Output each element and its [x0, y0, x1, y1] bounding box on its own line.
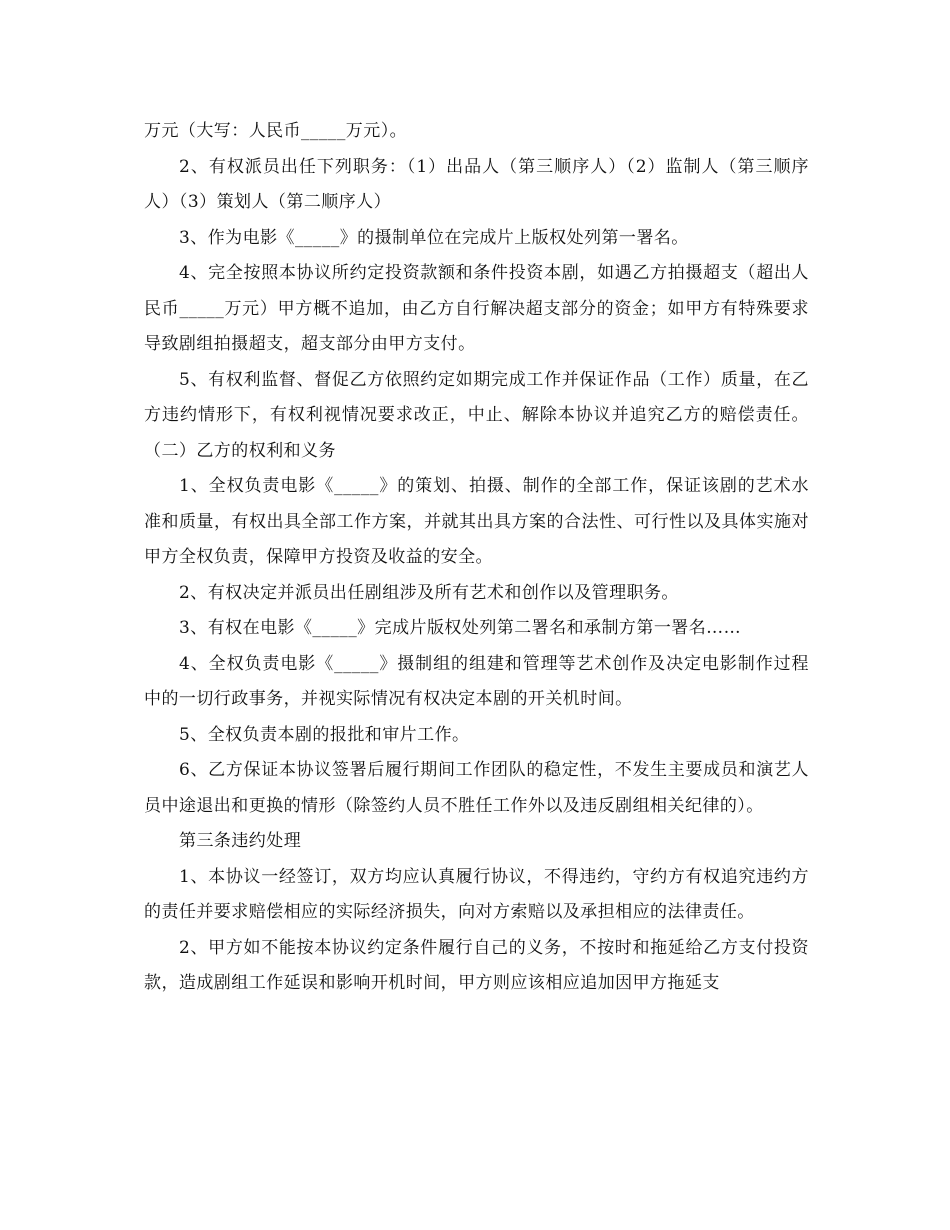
- paragraph-continuation: 万元（大写：人民币_____万元）。: [144, 121, 408, 141]
- paragraph-clause: 5、有权利监督、督促乙方依照约定如期完成工作并保证作品（工作）质量，在乙方违约情形下，有权利视情况要求改正，中止、解除本协议并追究乙方的赔偿责任。（二）乙方的权利和义务: [144, 369, 809, 461]
- paragraph-clause: 1、全权负责电影《_____》的策划、拍摄、制作的全部工作，保证该剧的艺术水准和质量，有权出具全部工作方案，并就其出具方案的合法性、可行性以及具体实施对甲方全权负责，保障甲方投资及收益的安全。: [144, 476, 809, 567]
- paragraph-clause: 2、有权决定并派员出任剧组涉及所有艺术和创作以及管理职务。: [179, 582, 679, 603]
- paragraph-clause: 4、全权负责电影《_____》摄制组的组建和管理等艺术创作及决定电影制作过程中的一切行政事务，并视实际情况有权决定本剧的开关机时间。: [144, 653, 809, 709]
- section-heading: 第三条违约处理: [179, 831, 302, 851]
- document-body: [144, 114, 809, 1002]
- paragraph-clause: 3、作为电影《_____》的摄制单位在完成片上版权处列第一署名。: [179, 227, 689, 248]
- paragraph-clause: 3、有权在电影《_____》完成片版权处列第二署名和承制方第一署名……: [179, 618, 742, 638]
- paragraph-clause: 4、完全按照本协议所约定投资款额和条件投资本剧，如遇乙方拍摄超支（超出人民币_____万元）甲方概不追加，由乙方自行解决超支部分的资金；如甲方有特殊要求导致剧组拍摄超支，超支部分由甲方支付。: [144, 263, 809, 354]
- paragraph-clause: 1、本协议一经签订，双方均应认真履行协议，不得违约，守约方有权追究违约方的责任并要求赔偿相应的实际经济损失，向对方索赔以及承担相应的法律责任。: [144, 866, 809, 922]
- paragraph-clause: 2、甲方如不能按本协议约定条件履行自己的义务，不按时和拖延给乙方支付投资款，造成剧组工作延误和影响开机时间，甲方则应该相应追加因甲方拖延支: [144, 937, 809, 993]
- paragraph-clause: 2、有权派员出任下列职务：（1）出品人（第三顺序人）（2）监制人（第三顺序人）（3）策划人（第二顺序人）: [144, 156, 809, 212]
- paragraph-clause: 6、乙方保证本协议签署后履行期间工作团队的稳定性，不发生主要成员和演艺人员中途退出和更换的情形（除签约人员不胜任工作外以及违反剧组相关纪律的）。: [144, 760, 809, 816]
- paragraph-clause: 5、全权负责本剧的报批和审片工作。: [179, 724, 470, 745]
